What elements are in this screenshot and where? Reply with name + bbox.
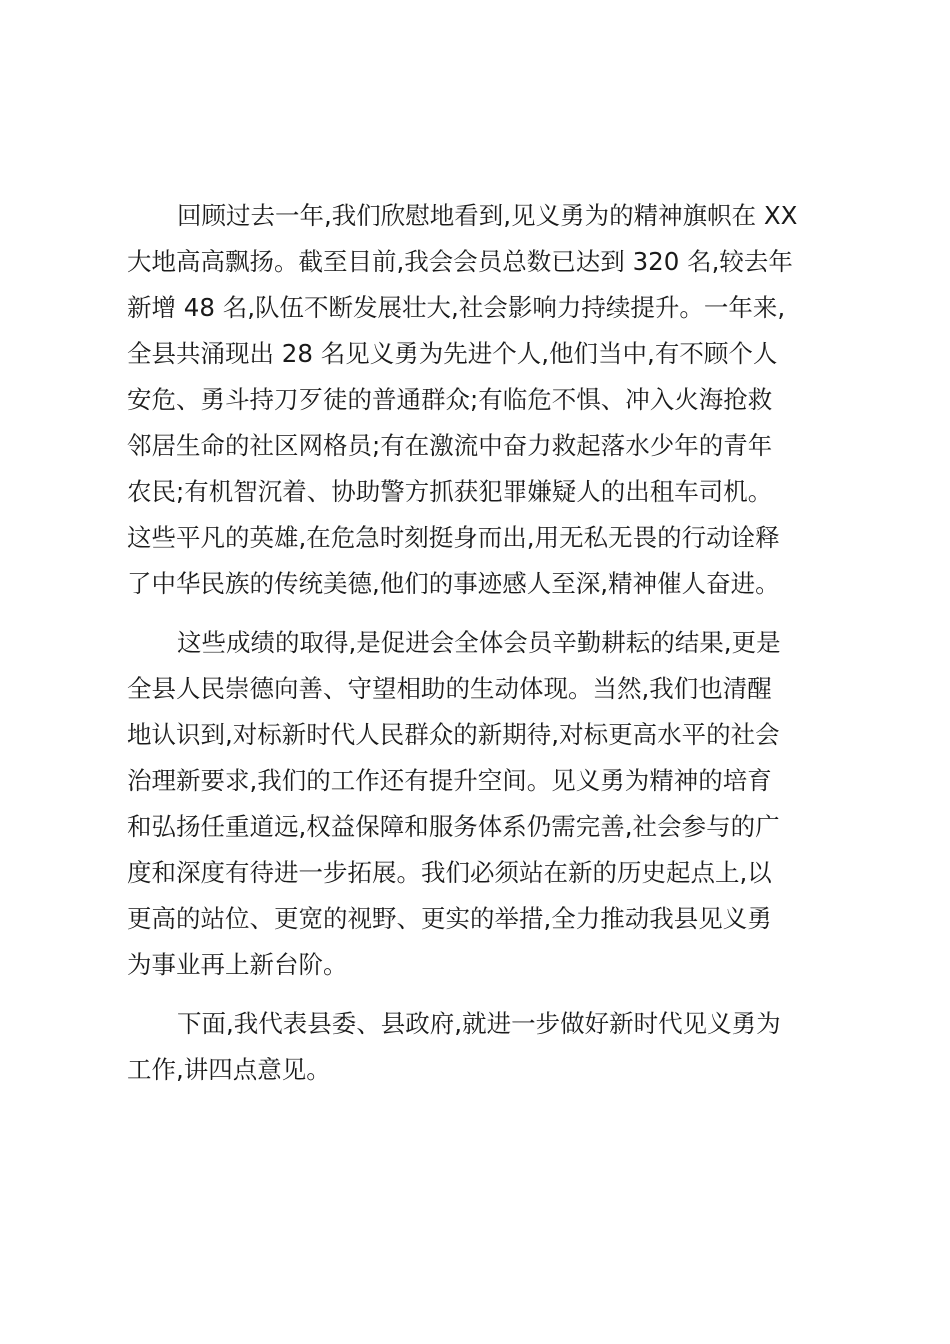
- paragraph-line: 下面,我代表县委、县政府,就进一步做好新时代见义勇为: [177, 1009, 781, 1038]
- paragraph-3: [127, 1001, 827, 1093]
- paragraph-line: 为事业再上新台阶。: [127, 950, 348, 979]
- paragraph-line: 这些成绩的取得,是促进会全体会员辛勤耕耘的结果,更是: [177, 628, 781, 657]
- paragraph-line: 新增 48 名,队伍不断发展壮大,社会影响力持续提升。一年来,: [127, 293, 786, 322]
- paragraph-line: 回顾过去一年,我们欣慰地看到,见义勇为的精神旗帜在 XX: [177, 201, 798, 230]
- paragraph-line: 更高的站位、更宽的视野、更实的举措,全力推动我县见义勇: [127, 904, 772, 933]
- paragraph-line: 邻居生命的社区网格员;有在激流中奋力救起落水少年的青年: [127, 431, 773, 460]
- paragraph-line: 和弘扬任重道远,权益保障和服务体系仍需完善,社会参与的广: [127, 812, 780, 841]
- paragraph-spacing: [127, 607, 827, 620]
- paragraph-line: 地认识到,对标新时代人民群众的新期待,对标更高水平的社会: [127, 720, 780, 749]
- paragraph-line: 农民;有机智沉着、协助警方抓获犯罪嫌疑人的出租车司机。: [127, 477, 773, 506]
- paragraph-2: [127, 620, 827, 988]
- paragraph-line: 工作,讲四点意见。: [127, 1055, 331, 1084]
- paragraph-line: 治理新要求,我们的工作还有提升空间。见义勇为精神的培育: [127, 766, 772, 795]
- paragraph-line: 全县人民崇德向善、守望相助的生动体现。当然,我们也清醒: [127, 674, 772, 703]
- paragraph-line: 大地高高飘扬。截至目前,我会会员总数已达到 320 名,较去年: [127, 247, 793, 276]
- document-body: [127, 193, 827, 1093]
- paragraph-spacing: [127, 988, 827, 1001]
- paragraph-line: 度和深度有待进一步拓展。我们必须站在新的历史起点上,以: [127, 858, 772, 887]
- paragraph-line: 了中华民族的传统美德,他们的事迹感人至深,精神催人奋进。: [127, 569, 780, 598]
- paragraph-line: 安危、勇斗持刀歹徒的普通群众;有临危不惧、冲入火海抢救: [127, 385, 773, 414]
- paragraph-line: 全县共涌现出 28 名见义勇为先进个人,他们当中,有不顾个人: [127, 339, 778, 368]
- paragraph-1: [127, 193, 827, 607]
- paragraph-line: 这些平凡的英雄,在危急时刻挺身而出,用无私无畏的行动诠释: [127, 523, 780, 552]
